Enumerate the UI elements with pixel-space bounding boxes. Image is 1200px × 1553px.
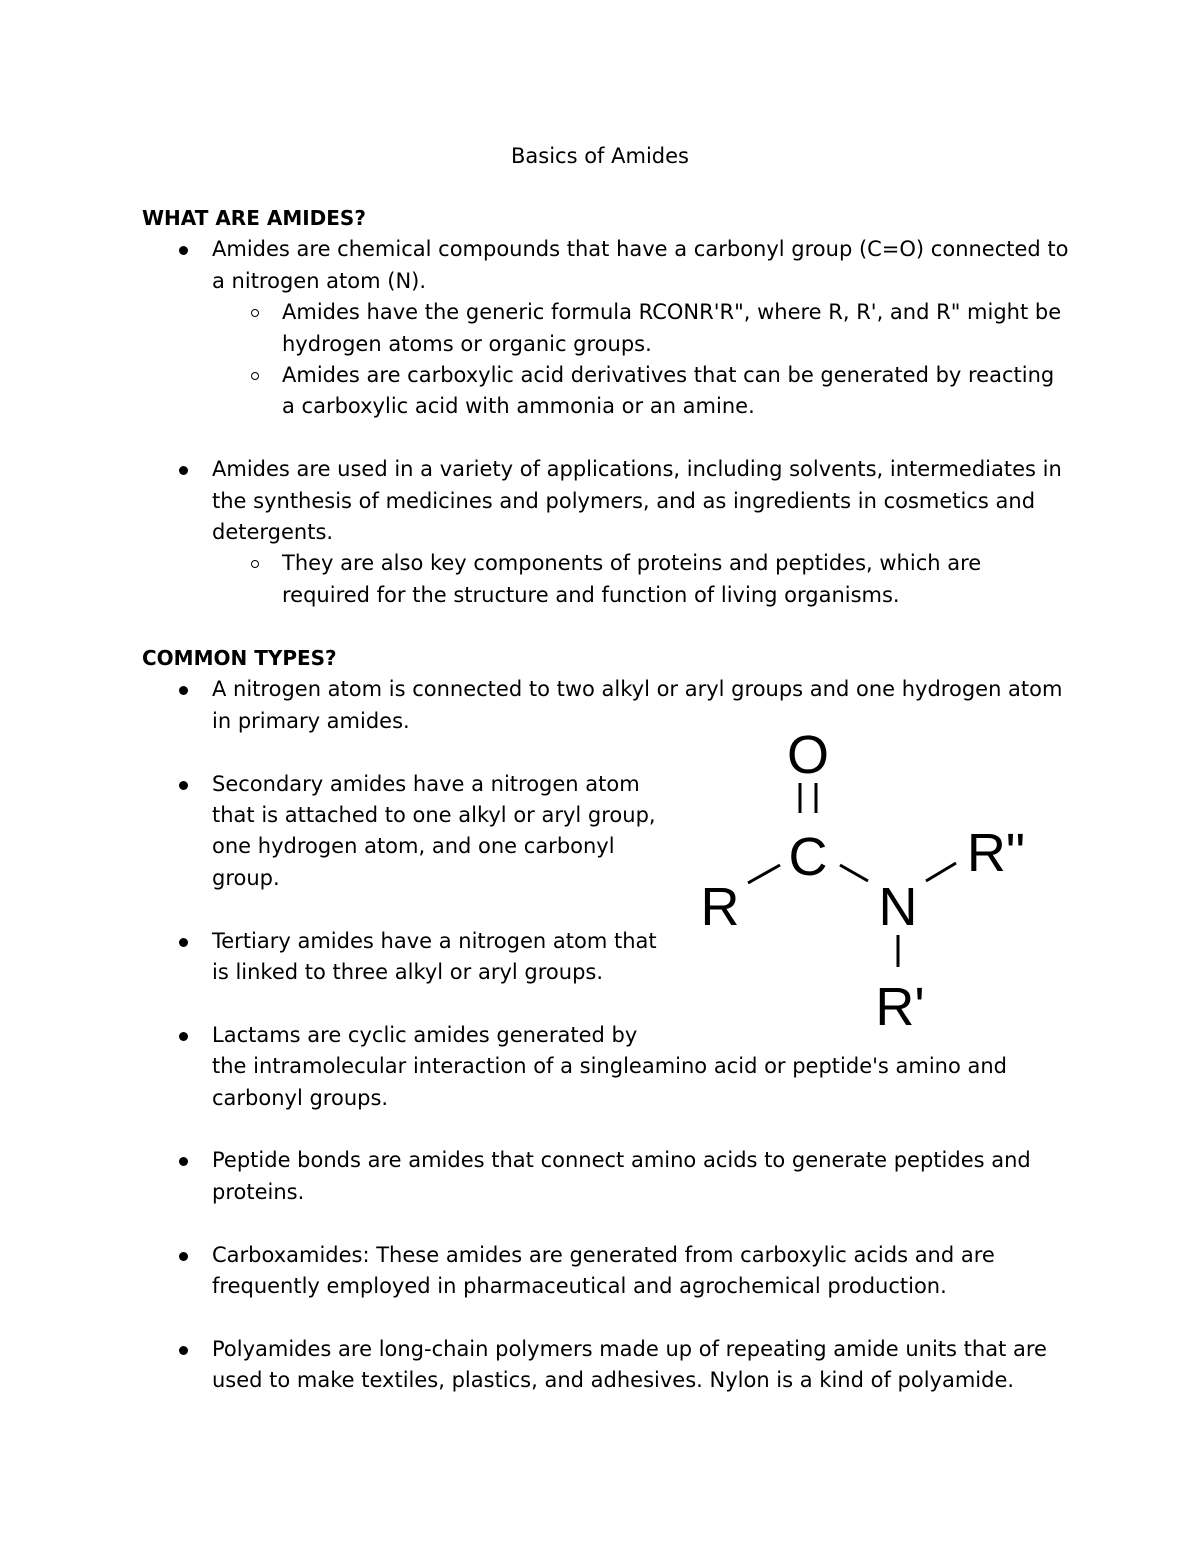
bullet-dot-icon — [179, 781, 188, 790]
list-item — [142, 234, 1072, 422]
bullet-circle-icon — [251, 372, 259, 380]
bond-c-n — [840, 865, 868, 881]
list-item-text: Secondary amides have a nitrogen atom that is attached to one alkyl or aryl group, one hydrogen atom, and one carbonyl group. — [212, 771, 656, 890]
section-what-are-amides — [142, 203, 1072, 611]
list-item-text: A nitrogen atom is connected to two alkyl or aryl groups and one hydrogen atom in primary amides. — [212, 677, 1063, 733]
document-title: Basics of Amides — [511, 144, 689, 168]
atom-carbon: C — [788, 827, 828, 887]
bullet-circle-icon — [251, 309, 259, 317]
amide-structure-diagram — [690, 715, 1040, 1035]
sub-list-item-text: Amides are carboxylic acid derivatives that can be generated by reacting a carboxylic acid with ammonia or an amine. — [282, 363, 1055, 419]
bond-r-c — [748, 865, 780, 883]
atom-oxygen: O — [786, 725, 830, 785]
list-item — [142, 1334, 1072, 1397]
list-item-text: Tertiary amides have a nitrogen atom that is linked to three alkyl or aryl groups. — [212, 928, 657, 985]
bullet-dot-icon — [179, 938, 188, 947]
section-heading: WHAT ARE AMIDES? — [142, 206, 366, 230]
list-item — [142, 1240, 1072, 1303]
bond-n-r-double-prime — [926, 863, 956, 881]
atom-r: R — [700, 877, 740, 937]
list-item — [142, 1145, 1072, 1208]
bullet-dot-icon — [179, 686, 188, 695]
list-item-text: Carboxamides: These amides are generated from carboxylic acids and are frequently employed in pharmaceutical and agrochemical production. — [212, 1242, 995, 1299]
list-item-text: Amides are used in a variety of applications, including solvents, intermediates in the synthesis of medicines and polymers, and as ingredients in cosmetics and detergents. — [212, 457, 1062, 545]
list-item-continuation: the intramolecular interaction of a singleamino acid or peptide's amino and carbonyl groups. — [212, 1054, 1008, 1110]
list-item-text: Polyamides are long-chain polymers made up of repeating amide units that are used to make textiles, plastics, and adhesives. Nylon is a kind of polyamide. — [212, 1336, 1047, 1393]
atom-r-double-prime: R" — [966, 823, 1026, 883]
sub-list-item-text: They are also key components of proteins and peptides, which are required for the structure and function of living organisms. — [282, 551, 982, 607]
sub-list-item — [212, 297, 1072, 360]
sub-list-item — [212, 360, 1072, 423]
bullet-dot-icon — [179, 246, 188, 255]
sub-list-item-text: Amides have the generic formula RCONR'R", where R, R', and R" might be hydrogen atoms or organic groups. — [282, 300, 1062, 356]
list-item — [142, 454, 1072, 611]
bullet-dot-icon — [179, 1032, 188, 1041]
list-item-text: Peptide bonds are amides that connect amino acids to generate peptides and proteins. — [212, 1148, 1031, 1204]
atom-r-prime: R' — [875, 977, 925, 1035]
list-item-text: Amides are chemical compounds that have a carbonyl group (C=O) connected to a nitrogen atom (N). — [212, 237, 1069, 293]
list-item-text: Lactams are cyclic amides generated by — [212, 1022, 638, 1047]
amide-structure-svg — [690, 715, 1040, 1035]
bullet-dot-icon — [179, 466, 188, 475]
bullet-list — [142, 234, 1072, 611]
sub-list — [212, 297, 1072, 423]
section-heading: COMMON TYPES? — [142, 646, 337, 670]
atom-nitrogen: N — [878, 877, 918, 937]
sub-list — [212, 548, 1072, 611]
sub-list-item — [212, 548, 1072, 611]
bullet-dot-icon — [179, 1346, 188, 1355]
bullet-dot-icon — [179, 1252, 188, 1261]
bullet-circle-icon — [251, 560, 259, 568]
bullet-dot-icon — [179, 1157, 188, 1166]
